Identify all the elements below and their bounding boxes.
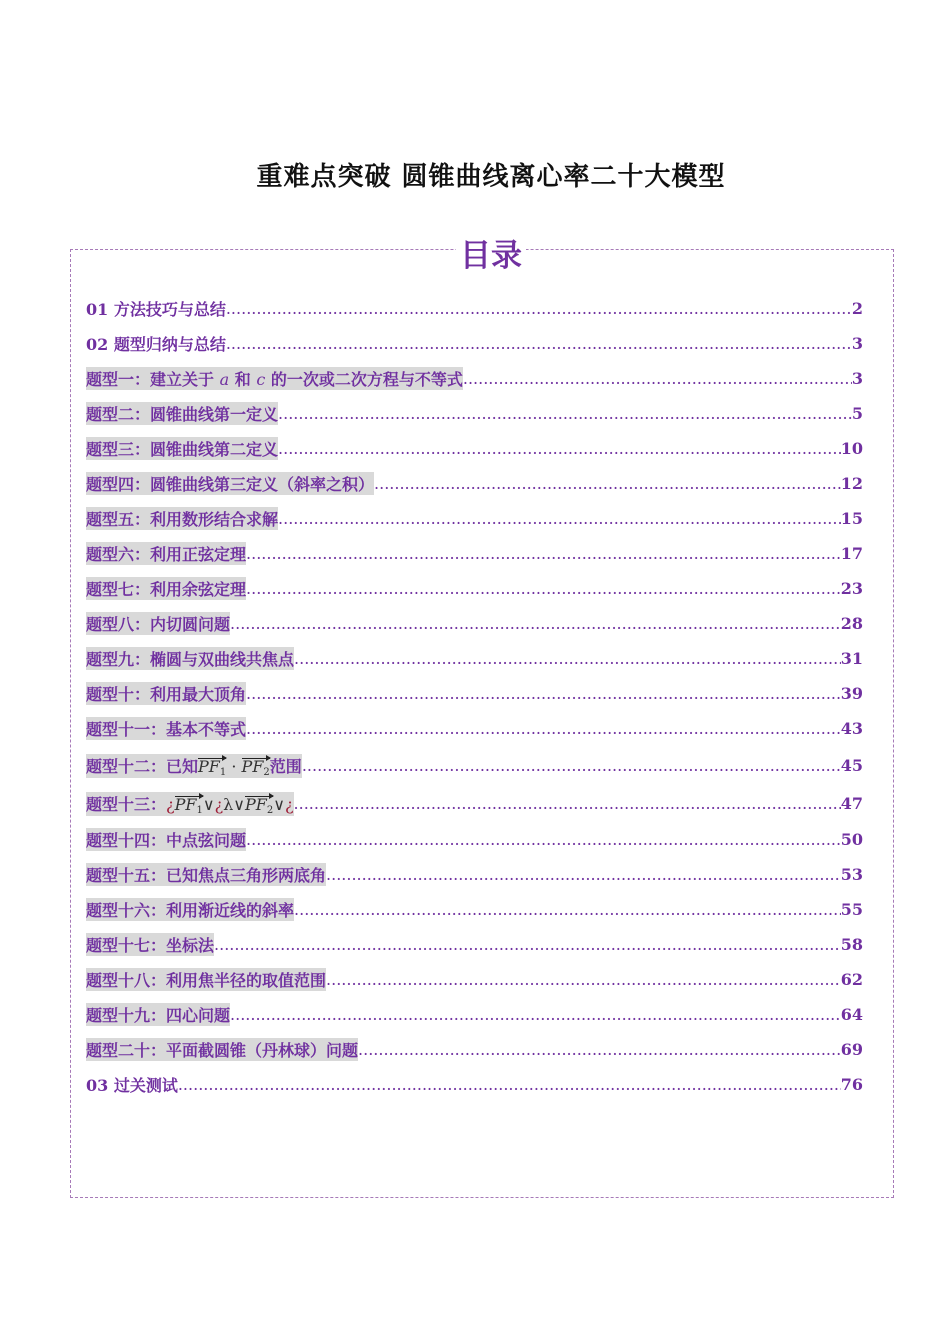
or-symbol: ∨ [233,794,245,814]
vector-pf2 [242,757,270,778]
label-text: 的一次或二次方程与不等式 [270,370,463,389]
toc-page-number: 43 [840,719,863,738]
toc-page-number: 62 [840,970,863,989]
toc-page-number: 3 [851,369,863,388]
toc-page-number: 45 [840,756,863,775]
toc-leader [463,369,852,388]
toc-leader [278,404,852,423]
toc-leader [230,614,841,633]
toc-entry-label: 题型五：利用数形结合求解 [86,507,278,530]
toc-page-number: 28 [840,614,863,633]
vector-pf1 [198,757,226,778]
toc-entry-label: 题型七：利用余弦定理 [86,577,246,600]
toc-entry-label [86,792,294,816]
toc-page-number: 64 [840,1005,863,1024]
toc-leader [246,719,841,738]
toc-leader [178,1075,841,1094]
subscript: 1 [196,804,203,816]
toc-leader [294,900,841,919]
toc-list [86,291,863,1102]
toc-entry-summary[interactable] [86,326,863,361]
vector-text: PF [174,794,197,814]
toc-entry-type-16[interactable] [86,892,863,927]
toc-page-number: 12 [840,474,863,493]
toc-entry-type-19[interactable] [86,997,863,1032]
toc-leader [294,794,841,813]
toc-page-number: 69 [840,1040,863,1059]
or-symbol: ∨ [273,794,285,814]
label-text: 题型十二：已知 [86,756,199,776]
toc-entry-type-11[interactable] [86,711,863,746]
toc-entry-type-1[interactable] [86,361,863,396]
toc-entry-label [86,367,463,390]
toc-page-number: 5 [851,404,863,423]
toc-entry-type-18[interactable] [86,962,863,997]
toc-entry-type-12[interactable] [86,746,863,785]
toc-entry-type-10[interactable] [86,676,863,711]
toc-leader [230,1005,841,1024]
toc-page-number: 10 [840,439,863,458]
subscript: 2 [263,766,270,778]
toc-entry-label: 题型三：圆锥曲线第二定义 [86,437,278,460]
toc-leader [226,299,852,318]
toc-entry-label: 题型十一：基本不等式 [86,717,246,740]
vector-text: PF [241,756,264,776]
toc-entry-type-4[interactable] [86,466,863,501]
label-text: 题型一：建立关于 [86,370,215,389]
toc-leader [226,334,852,353]
toc-entry-type-14[interactable] [86,822,863,857]
toc-entry-type-7[interactable] [86,571,863,606]
toc-entry-label: 题型十九：四心问题 [86,1003,230,1026]
toc-leader [302,756,841,775]
toc-entry-type-2[interactable] [86,396,863,431]
toc-entry-label: 题型九：椭圆与双曲线共焦点 [86,647,294,670]
toc-entry-label: 题型十七：坐标法 [86,933,214,956]
toc-leader [278,509,841,528]
toc-page-number: 58 [840,935,863,954]
toc-entry-type-13[interactable] [86,785,863,822]
toc-page-number: 50 [840,830,863,849]
toc-entry-label: 02 题型归纳与总结 [86,335,226,354]
toc-entry-label: 题型十五：已知焦点三角形两底角 [86,863,326,886]
label-text: 范围 [269,756,302,776]
label-text: 和 [234,370,251,389]
toc-entry-type-3[interactable] [86,431,863,466]
toc-leader [246,830,841,849]
toc-page-number: 3 [851,334,863,353]
toc-page-number: 17 [840,544,863,563]
toc-entry-label: 题型十：利用最大顶角 [86,682,246,705]
toc-leader [326,865,841,884]
toc-leader [358,1040,841,1059]
toc-page-number: 76 [840,1075,863,1094]
toc-entry-tests[interactable] [86,1067,863,1102]
glyph: ¿ [214,794,224,814]
glyph: ¿ [166,794,175,814]
toc-entry-label: 题型二：圆锥曲线第一定义 [86,402,278,425]
variable-c: c [256,370,266,389]
toc-entry-label: 题型四：圆锥曲线第三定义（斜率之积） [86,472,374,495]
toc-entry-label: 题型十八：利用焦半径的取值范围 [86,968,326,991]
variable-a: a [219,370,230,389]
toc-entry-label: 题型六：利用正弦定理 [86,542,246,565]
glyph: ¿ [284,794,294,814]
toc-entry-label: 03 过关测试 [86,1076,178,1095]
toc-leader [214,935,841,954]
toc-page-number: 23 [840,579,863,598]
toc-heading: 目录 [456,230,526,275]
toc-entry-methods[interactable] [86,291,863,326]
toc-page-number: 15 [840,509,863,528]
dot-operator: · [231,756,237,776]
toc-leader [246,544,841,563]
toc-entry-label: 题型二十：平面截圆锥（丹林球）问题 [86,1038,358,1061]
toc-page-number: 53 [840,865,863,884]
vector-text: PF [245,794,267,814]
vector-pf2 [245,795,273,816]
toc-entry-type-20[interactable] [86,1032,863,1067]
document-title: 重难点突破 圆锥曲线离心率二十大模型 [256,162,726,192]
toc-entry-type-8[interactable] [86,606,863,641]
toc-page-number: 39 [840,684,863,703]
toc-entry-type-17[interactable] [86,927,863,962]
toc-entry-label: 01 方法技巧与总结 [86,300,226,319]
toc-page-number: 47 [840,794,863,813]
label-text: 题型十三： [86,794,167,814]
toc-leader [278,439,841,458]
toc-entry-type-6[interactable] [86,536,863,571]
toc-leader [326,970,841,989]
or-symbol: ∨ [202,794,215,814]
toc-entry-type-5[interactable] [86,501,863,536]
subscript: 1 [219,766,227,778]
toc-page-number: 2 [851,299,863,318]
toc-page-number: 55 [840,900,863,919]
toc-entry-label: 题型十四：中点弦问题 [86,828,246,851]
toc-entry-label: 题型八：内切圆问题 [86,612,230,635]
vector-pf1 [175,795,203,816]
toc-entry-type-9[interactable] [86,641,863,676]
toc-leader [246,684,841,703]
toc-heading-wrap [0,230,950,275]
toc-leader [246,579,841,598]
toc-leader [294,649,841,668]
toc-entry-label [86,754,302,778]
lambda-symbol: λ [223,794,234,814]
subscript: 2 [266,804,274,816]
vector-text: PF [198,756,220,776]
toc-entry-type-15[interactable] [86,857,863,892]
toc-page-number: 31 [840,649,863,668]
toc-leader [374,474,841,493]
toc-entry-label: 题型十六：利用渐近线的斜率 [86,898,294,921]
